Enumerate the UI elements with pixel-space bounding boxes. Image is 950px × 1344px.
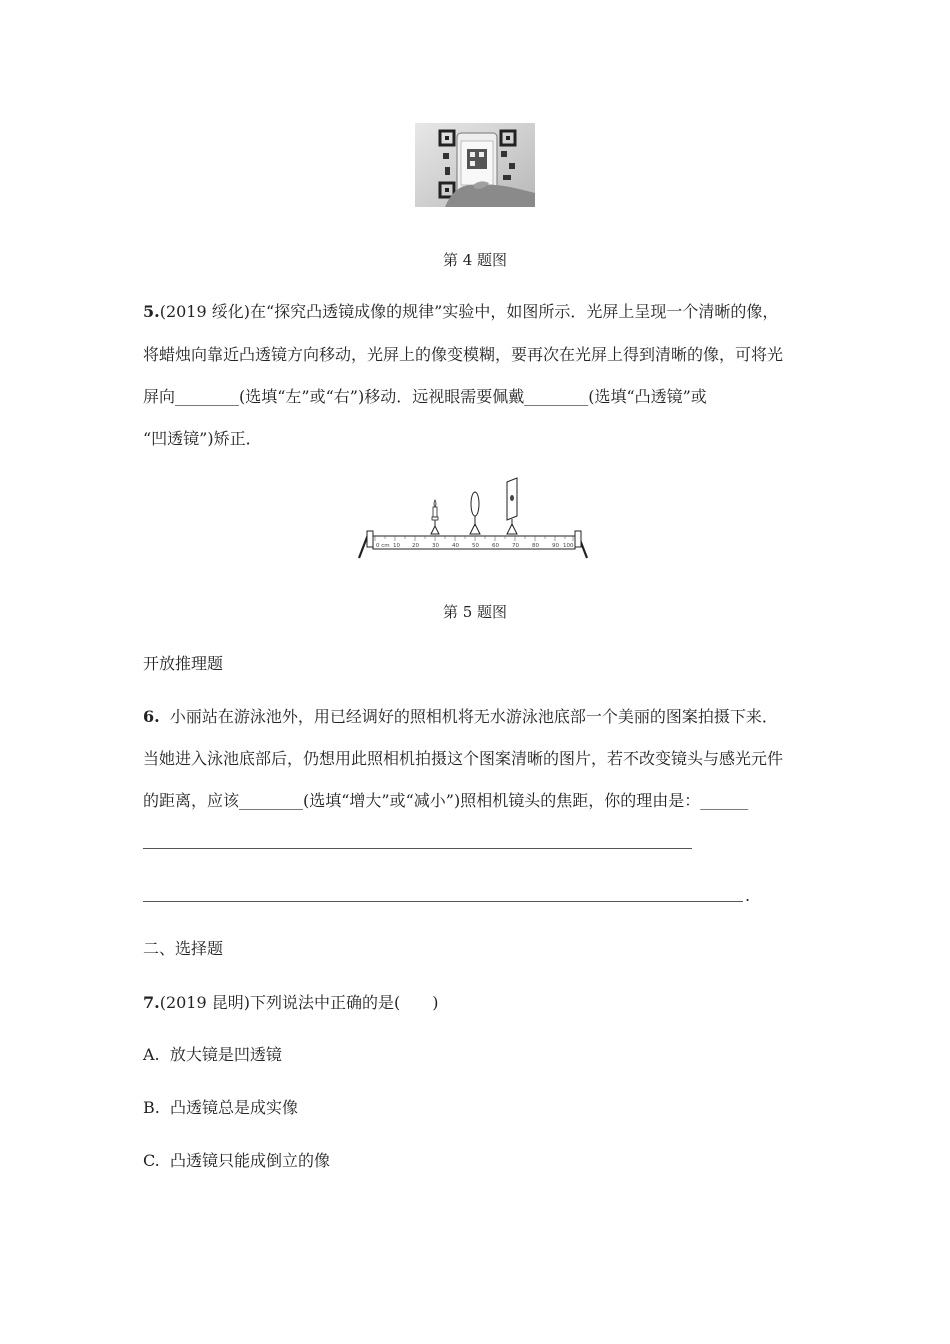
ruler-tick-50: 50 — [472, 543, 479, 549]
q5-number: 5. — [143, 302, 160, 321]
q7-option-c-letter: C. — [143, 1151, 160, 1170]
q6-line-2: 当她进入泳池底部后，仍想用此照相机拍摄这个图案清晰的图片，若不改变镜头与感光元件 — [143, 749, 784, 768]
ruler-tick-30: 30 — [432, 543, 439, 549]
q7-option-b-letter: B. — [143, 1098, 160, 1117]
ruler-tick-60: 60 — [492, 543, 499, 549]
q7-option-b-text: 凸透镜总是成实像 — [170, 1098, 299, 1117]
q5-line-3: 屏向________(选填“左”或“右”)移动．远视眼需要佩戴________(选填“凸透镜”或 — [143, 387, 707, 406]
q5-line-2: 将蜡烛向靠近凸透镜方向移动，光屏上的像变模糊，要再次在光屏上得到清晰的像，可将光 — [143, 345, 784, 364]
q6-line-1 — [143, 707, 778, 727]
figure-5-caption: 第 5 题图 — [442, 603, 508, 621]
q6-number: 6. — [143, 707, 160, 726]
figure-4-photo — [415, 123, 535, 207]
figure-5-optical-bench — [355, 474, 595, 566]
q7-option-a-text: 放大镜是凹透镜 — [169, 1045, 282, 1064]
q6-answer-line-2 — [143, 901, 743, 902]
q6-line-3: 的距离，应该________(选填“增大”或“减小”)照相机镜头的焦距，你的理由是：______ — [143, 791, 749, 810]
q5-text-1: (2019 绥化)在“探究凸透镜成像的规律”实验中，如图所示．光屏上呈现一个清晰的像， — [159, 302, 779, 321]
ruler-tick-70: 70 — [512, 543, 519, 549]
q5-line-1 — [143, 302, 778, 322]
ruler-tick-80: 80 — [532, 543, 539, 549]
ruler-tick-0: 0 cm — [376, 543, 390, 549]
q7-option-b — [143, 1098, 298, 1118]
q7-option-c-text: 凸透镜只能成倒立的像 — [169, 1151, 330, 1170]
q7-option-a-letter: A. — [143, 1045, 160, 1064]
ruler-tick-90: 90 — [552, 543, 559, 549]
q7-stem: (2019 昆明)下列说法中正确的是( ) — [159, 993, 439, 1012]
section-open-reasoning: 开放推理题 — [143, 654, 224, 673]
ruler-tick-40: 40 — [452, 543, 459, 549]
ruler-tick-100: 100 — [563, 543, 574, 549]
section-choice: 二、选择题 — [143, 939, 224, 958]
ruler-tick-20: 20 — [412, 543, 419, 549]
q7-stem-line — [143, 993, 438, 1013]
ruler-tick-10: 10 — [393, 543, 400, 549]
q5-line-4: “凹透镜”)矫正． — [143, 429, 262, 448]
q6-text-1: 小丽站在游泳池外，用已经调好的照相机将无水游泳池底部一个美丽的图案拍摄下来． — [169, 707, 778, 726]
q7-option-a — [143, 1045, 282, 1065]
figure-4-caption: 第 4 题图 — [442, 251, 508, 269]
q6-end-period: . — [745, 886, 751, 905]
q7-option-c — [143, 1151, 330, 1171]
q7-number: 7. — [143, 993, 160, 1012]
q6-answer-line-1 — [143, 848, 692, 849]
